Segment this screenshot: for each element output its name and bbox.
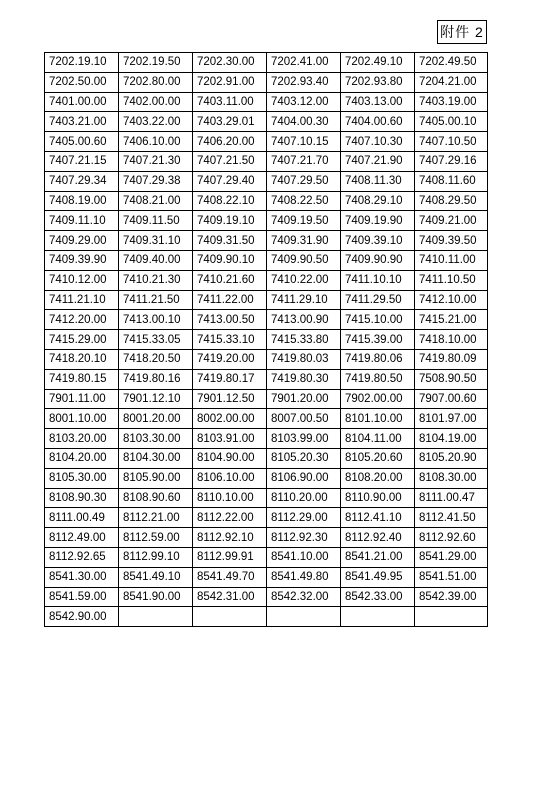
table-cell: 8112.21.00 — [119, 508, 193, 528]
table-row — [45, 310, 488, 330]
table-row — [45, 409, 488, 429]
table-cell: 7419.80.15 — [45, 369, 119, 389]
table-cell: 8103.20.00 — [45, 429, 119, 449]
table-cell: 7411.22.00 — [193, 290, 267, 310]
table-cell: 7403.11.00 — [193, 92, 267, 112]
table-cell: 7406.20.00 — [193, 132, 267, 152]
table-row — [45, 389, 488, 409]
table-cell: 7409.31.10 — [119, 231, 193, 251]
table-cell: 7413.00.50 — [193, 310, 267, 330]
table-row — [45, 330, 488, 350]
table-cell: 8112.99.91 — [193, 547, 267, 567]
table-cell: 8110.90.00 — [341, 488, 415, 508]
table-cell: 7405.00.10 — [415, 112, 488, 132]
table-cell: 7415.29.00 — [45, 330, 119, 350]
table-cell: 7409.39.50 — [415, 231, 488, 251]
table-row — [45, 191, 488, 211]
table-cell: 7202.93.40 — [267, 72, 341, 92]
table-cell: 8541.49.95 — [341, 567, 415, 587]
table-cell: 7418.10.00 — [415, 330, 488, 350]
table-cell: 7202.80.00 — [119, 72, 193, 92]
table-cell: 7413.00.90 — [267, 310, 341, 330]
table-cell — [119, 607, 193, 627]
table-cell: 7409.21.00 — [415, 211, 488, 231]
table-cell: 7411.21.50 — [119, 290, 193, 310]
table-cell: 7408.19.00 — [45, 191, 119, 211]
table-cell: 8541.51.00 — [415, 567, 488, 587]
table-cell: 8541.49.10 — [119, 567, 193, 587]
table-cell: 7408.22.10 — [193, 191, 267, 211]
table-cell: 8541.29.00 — [415, 547, 488, 567]
table-cell: 7415.10.00 — [341, 310, 415, 330]
table-cell: 7403.29.01 — [193, 112, 267, 132]
table-cell: 7408.29.50 — [415, 191, 488, 211]
table-cell: 7419.80.50 — [341, 369, 415, 389]
table-cell: 8001.20.00 — [119, 409, 193, 429]
table-row — [45, 448, 488, 468]
table-cell: 7202.49.10 — [341, 53, 415, 73]
table-cell: 7410.21.30 — [119, 270, 193, 290]
table-cell: 7419.80.03 — [267, 349, 341, 369]
table-cell: 8105.20.30 — [267, 448, 341, 468]
table-cell: 8108.30.00 — [415, 468, 488, 488]
table-row — [45, 349, 488, 369]
table-cell: 7409.11.50 — [119, 211, 193, 231]
table-cell: 8112.92.60 — [415, 528, 488, 548]
table-cell — [267, 607, 341, 627]
table-cell: 7415.39.00 — [341, 330, 415, 350]
table-cell: 8106.10.00 — [193, 468, 267, 488]
table-row — [45, 567, 488, 587]
table-cell: 8111.00.47 — [415, 488, 488, 508]
table-row — [45, 72, 488, 92]
table-cell: 7409.31.50 — [193, 231, 267, 251]
table-cell: 7409.19.10 — [193, 211, 267, 231]
table-cell: 7419.80.30 — [267, 369, 341, 389]
table-cell: 7407.29.34 — [45, 171, 119, 191]
table-cell: 7408.29.10 — [341, 191, 415, 211]
table-cell: 7202.41.00 — [267, 53, 341, 73]
table-cell: 7403.12.00 — [267, 92, 341, 112]
table-cell: 8542.31.00 — [193, 587, 267, 607]
table-cell: 7202.91.00 — [193, 72, 267, 92]
table-cell: 8112.92.65 — [45, 547, 119, 567]
table-row — [45, 607, 488, 627]
table-row — [45, 547, 488, 567]
table-row — [45, 53, 488, 73]
table-cell: 8001.10.00 — [45, 409, 119, 429]
table-cell: 7410.22.00 — [267, 270, 341, 290]
table-cell — [415, 607, 488, 627]
table-cell: 7407.21.50 — [193, 151, 267, 171]
table-cell: 8112.99.10 — [119, 547, 193, 567]
table-cell: 7413.00.10 — [119, 310, 193, 330]
table-cell: 7407.21.90 — [341, 151, 415, 171]
table-row — [45, 369, 488, 389]
table-cell: 8108.90.60 — [119, 488, 193, 508]
table-row — [45, 171, 488, 191]
table-row — [45, 250, 488, 270]
table-cell: 7409.19.50 — [267, 211, 341, 231]
table-cell: 7412.20.00 — [45, 310, 119, 330]
table-cell: 8104.19.00 — [415, 429, 488, 449]
table-cell: 7411.10.50 — [415, 270, 488, 290]
table-cell — [341, 607, 415, 627]
table-cell: 7402.00.00 — [119, 92, 193, 112]
table-cell: 7901.12.10 — [119, 389, 193, 409]
table-cell: 7407.10.30 — [341, 132, 415, 152]
table-cell: 7204.21.00 — [415, 72, 488, 92]
table-cell: 8541.90.00 — [119, 587, 193, 607]
table-cell: 7401.00.00 — [45, 92, 119, 112]
table-cell: 8542.33.00 — [341, 587, 415, 607]
table-cell: 7901.11.00 — [45, 389, 119, 409]
table-cell: 7409.19.90 — [341, 211, 415, 231]
annex-label: 附件 2 — [437, 20, 487, 44]
table-cell: 7410.11.00 — [415, 250, 488, 270]
table-cell: 7403.13.00 — [341, 92, 415, 112]
table-cell: 7403.21.00 — [45, 112, 119, 132]
table-cell: 7412.10.00 — [415, 290, 488, 310]
table-cell: 8103.91.00 — [193, 429, 267, 449]
table-cell: 7409.90.10 — [193, 250, 267, 270]
table-cell: 8002.00.00 — [193, 409, 267, 429]
table-cell: 8108.20.00 — [341, 468, 415, 488]
table-cell: 8110.20.00 — [267, 488, 341, 508]
table-cell: 7405.00.60 — [45, 132, 119, 152]
table-cell: 8542.39.00 — [415, 587, 488, 607]
table-cell: 7415.33.05 — [119, 330, 193, 350]
table-cell: 7404.00.60 — [341, 112, 415, 132]
table-cell: 7418.20.10 — [45, 349, 119, 369]
table-cell: 7409.40.00 — [119, 250, 193, 270]
table-cell: 7407.21.15 — [45, 151, 119, 171]
tariff-code-table — [44, 52, 488, 627]
table-row — [45, 528, 488, 548]
table-cell: 8105.90.00 — [119, 468, 193, 488]
table-cell: 7907.00.60 — [415, 389, 488, 409]
table-cell: 7409.31.90 — [267, 231, 341, 251]
table-cell: 7411.29.10 — [267, 290, 341, 310]
table-row — [45, 112, 488, 132]
table-cell: 7407.29.38 — [119, 171, 193, 191]
table-row — [45, 231, 488, 251]
table-cell: 8541.59.00 — [45, 587, 119, 607]
table-cell: 8103.30.00 — [119, 429, 193, 449]
table-cell: 8110.10.00 — [193, 488, 267, 508]
table-cell: 7202.30.00 — [193, 53, 267, 73]
table-cell: 7410.21.60 — [193, 270, 267, 290]
table-cell: 7409.90.90 — [341, 250, 415, 270]
table-cell: 7409.39.90 — [45, 250, 119, 270]
table-cell: 7202.49.50 — [415, 53, 488, 73]
table-row — [45, 290, 488, 310]
table-cell: 8105.30.00 — [45, 468, 119, 488]
table-cell: 8112.59.00 — [119, 528, 193, 548]
table-cell: 7403.22.00 — [119, 112, 193, 132]
table-cell: 8112.92.30 — [267, 528, 341, 548]
table-cell: 7408.21.00 — [119, 191, 193, 211]
table-cell: 8104.90.00 — [193, 448, 267, 468]
table-cell: 7409.11.10 — [45, 211, 119, 231]
table-cell: 7418.20.50 — [119, 349, 193, 369]
table-row — [45, 429, 488, 449]
table-cell: 7901.20.00 — [267, 389, 341, 409]
table-cell: 7411.29.50 — [341, 290, 415, 310]
table-cell: 7415.33.10 — [193, 330, 267, 350]
table-row — [45, 211, 488, 231]
table-cell: 7408.11.30 — [341, 171, 415, 191]
table-cell: 7419.20.00 — [193, 349, 267, 369]
tariff-code-table-body — [45, 53, 488, 627]
table-row — [45, 488, 488, 508]
table-cell: 7407.21.30 — [119, 151, 193, 171]
table-cell: 8541.49.70 — [193, 567, 267, 587]
table-cell: 8104.30.00 — [119, 448, 193, 468]
table-cell: 8104.20.00 — [45, 448, 119, 468]
table-cell: 8103.99.00 — [267, 429, 341, 449]
table-cell: 7411.10.10 — [341, 270, 415, 290]
table-cell: 8112.49.00 — [45, 528, 119, 548]
table-cell: 8541.49.80 — [267, 567, 341, 587]
table-cell: 7508.90.50 — [415, 369, 488, 389]
table-cell: 7415.21.00 — [415, 310, 488, 330]
table-cell: 7407.10.15 — [267, 132, 341, 152]
table-cell: 8112.22.00 — [193, 508, 267, 528]
table-row — [45, 468, 488, 488]
table-cell: 7409.29.00 — [45, 231, 119, 251]
table-cell: 8542.90.00 — [45, 607, 119, 627]
table-row — [45, 151, 488, 171]
table-cell: 8112.92.40 — [341, 528, 415, 548]
table-cell: 7902.00.00 — [341, 389, 415, 409]
table-cell: 7415.33.80 — [267, 330, 341, 350]
table-cell: 8007.00.50 — [267, 409, 341, 429]
table-row — [45, 508, 488, 528]
table-cell: 7404.00.30 — [267, 112, 341, 132]
table-cell: 7409.90.50 — [267, 250, 341, 270]
table-cell: 8541.21.00 — [341, 547, 415, 567]
table-cell: 7419.80.06 — [341, 349, 415, 369]
table-cell: 8541.30.00 — [45, 567, 119, 587]
table-cell: 8542.32.00 — [267, 587, 341, 607]
table-cell: 7419.80.16 — [119, 369, 193, 389]
table-cell: 7202.50.00 — [45, 72, 119, 92]
table-cell: 7419.80.09 — [415, 349, 488, 369]
table-cell: 7407.29.40 — [193, 171, 267, 191]
table-cell: 7408.11.60 — [415, 171, 488, 191]
table-cell: 8112.41.50 — [415, 508, 488, 528]
table-cell: 7407.29.16 — [415, 151, 488, 171]
table-cell: 8112.29.00 — [267, 508, 341, 528]
table-cell: 7403.19.00 — [415, 92, 488, 112]
table-cell: 8111.00.49 — [45, 508, 119, 528]
table-cell: 8101.10.00 — [341, 409, 415, 429]
table-cell: 8106.90.00 — [267, 468, 341, 488]
table-cell: 7202.19.50 — [119, 53, 193, 73]
table-cell: 8101.97.00 — [415, 409, 488, 429]
table-cell: 7901.12.50 — [193, 389, 267, 409]
table-cell: 7406.10.00 — [119, 132, 193, 152]
table-row — [45, 270, 488, 290]
table-row — [45, 132, 488, 152]
table-cell: 8541.10.00 — [267, 547, 341, 567]
table-cell: 8108.90.30 — [45, 488, 119, 508]
table-cell: 7409.39.10 — [341, 231, 415, 251]
table-row — [45, 92, 488, 112]
table-cell: 7202.19.10 — [45, 53, 119, 73]
table-row — [45, 587, 488, 607]
table-cell: 8104.11.00 — [341, 429, 415, 449]
table-cell: 7408.22.50 — [267, 191, 341, 211]
table-cell: 8105.20.60 — [341, 448, 415, 468]
table-cell: 7410.12.00 — [45, 270, 119, 290]
table-cell: 7407.10.50 — [415, 132, 488, 152]
table-cell: 8112.41.10 — [341, 508, 415, 528]
table-cell: 7411.21.10 — [45, 290, 119, 310]
table-cell: 8112.92.10 — [193, 528, 267, 548]
table-cell: 7202.93.80 — [341, 72, 415, 92]
table-cell: 7419.80.17 — [193, 369, 267, 389]
table-cell — [193, 607, 267, 627]
table-cell: 7407.21.70 — [267, 151, 341, 171]
table-cell: 7407.29.50 — [267, 171, 341, 191]
table-cell: 8105.20.90 — [415, 448, 488, 468]
